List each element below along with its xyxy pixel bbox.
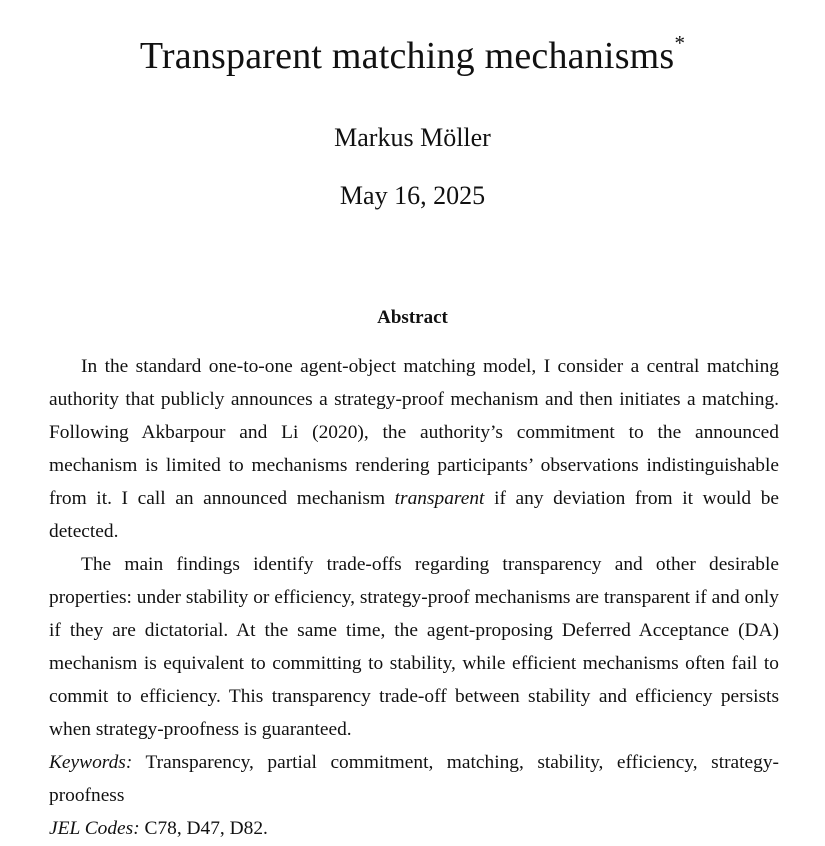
keywords-text: Transparency, partial commitment, matching, stability, efficiency, strategy-proofness — [49, 752, 779, 806]
title-footnote-mark: * — [674, 31, 686, 56]
abstract-paragraph-2: The main findings identify trade-offs regarding transparency and other desirable properties: under stability or efficiency, strategy-proof mechanisms are transparent if and only if they are dictatorial. At the same time, the agent-proposing Deferred Acceptance (DA) mechanism is equivalent to committing to stability, while efficient mechanisms often fail to commit to efficiency. This transparency trade-off between stability and efficiency persists when strategy-proofness is guaranteed. — [49, 554, 779, 740]
abstract-heading: Abstract — [377, 307, 448, 328]
paper-title-text: Transparent matching mechanisms — [139, 35, 675, 77]
keywords-label: Keywords: — [49, 752, 133, 773]
publication-date: May 16, 2025 — [339, 181, 486, 210]
keywords-line — [49, 746, 779, 812]
jel-codes-text: C78, D47, D82. — [139, 818, 268, 839]
abstract-body — [49, 350, 779, 845]
paper-title — [0, 32, 825, 80]
jel-codes-line — [49, 812, 779, 845]
abstract-paragraph-1 — [49, 350, 779, 548]
transparent-term: transparent — [394, 488, 485, 509]
abstract-paragraph-1-start: In the standard one-to-one agent-object matching model, I consider a central matching authority that publicly announces a strategy-proof mechanism and then initiates a matching. Following Akbarpour and Li (2020), the authority’s commitment to the announced mechanism is limited to mechanisms rendering participants’ observations indistinguishable from it. I call an announced mechanism — [49, 356, 779, 509]
jel-codes-label: JEL Codes: — [49, 818, 140, 839]
author-name: Markus Möller — [334, 123, 491, 152]
abstract-paragraph-1-end: if any deviation from it would be detected. — [49, 488, 779, 542]
